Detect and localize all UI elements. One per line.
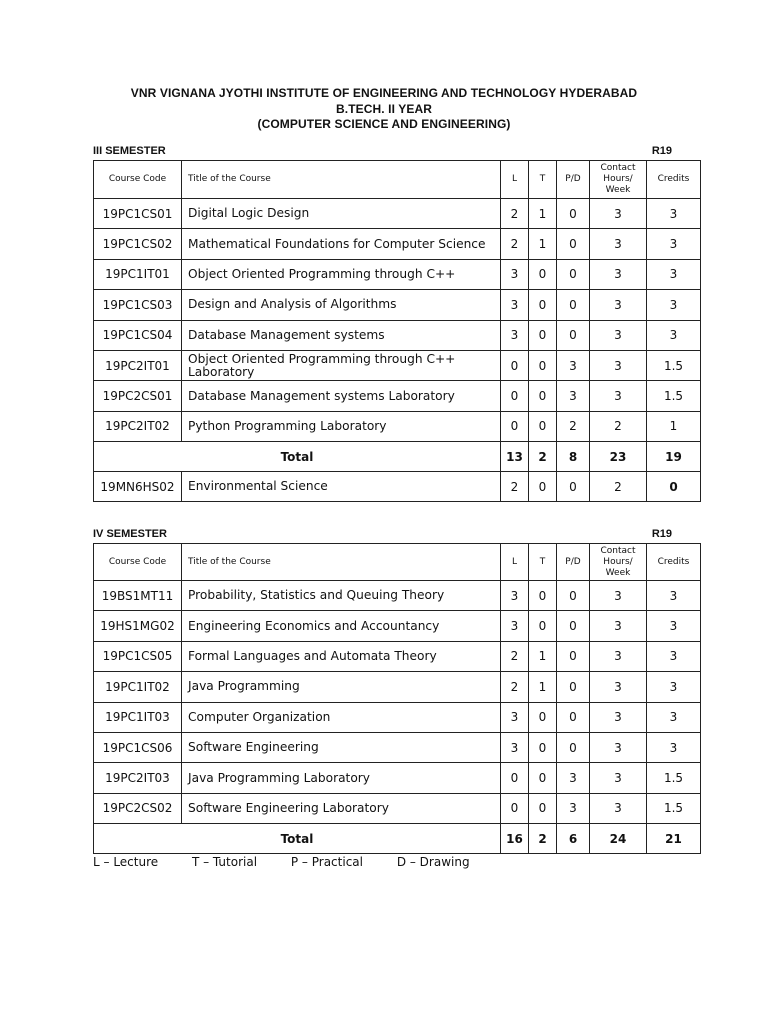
lecture-hours: 2: [501, 641, 529, 671]
course-title: Digital Logic Design: [182, 199, 501, 229]
sem4-title: IV SEMESTER: [93, 528, 167, 540]
lecture-hours: 3: [501, 732, 529, 762]
table-row: [94, 381, 701, 411]
total-label: Total: [94, 442, 501, 472]
col-course-code: Course Code: [94, 544, 182, 581]
practical-hours: 0: [557, 472, 590, 502]
course-code: 19PC2IT01: [94, 350, 182, 380]
course-title: Java Programming Laboratory: [182, 763, 501, 793]
contact-hours: 3: [590, 641, 647, 671]
credits: 1.5: [647, 350, 701, 380]
course-title: Database Management systems Laboratory: [182, 381, 501, 411]
practical-hours: 0: [557, 290, 590, 320]
tutorial-hours: 0: [529, 793, 557, 823]
course-code: 19PC1CS06: [94, 732, 182, 762]
total-contact-hours: 23: [590, 442, 647, 472]
table-row: [94, 472, 701, 502]
total-practical: 8: [557, 442, 590, 472]
contact-hours: 3: [590, 259, 647, 289]
col-course-title: Title of the Course: [182, 161, 501, 199]
lecture-hours: 3: [501, 290, 529, 320]
total-credits: 19: [647, 442, 701, 472]
practical-hours: 0: [557, 611, 590, 641]
contact-hours: 3: [590, 581, 647, 611]
course-code: 19PC1CS03: [94, 290, 182, 320]
department-name: (COMPUTER SCIENCE AND ENGINEERING): [257, 117, 511, 131]
tutorial-hours: 0: [529, 320, 557, 350]
table-row: [94, 199, 701, 229]
course-title: Software Engineering Laboratory: [182, 793, 501, 823]
lecture-hours: 3: [501, 259, 529, 289]
lecture-hours: 3: [501, 702, 529, 732]
tutorial-hours: 0: [529, 259, 557, 289]
course-code: 19PC1CS04: [94, 320, 182, 350]
tutorial-hours: 0: [529, 350, 557, 380]
table-row: [94, 702, 701, 732]
sem4-regulation: R19: [651, 528, 672, 540]
course-code: 19PC2IT03: [94, 763, 182, 793]
table-row: [94, 732, 701, 762]
credits: 1: [647, 411, 701, 441]
practical-hours: 0: [557, 229, 590, 259]
table-row: [94, 259, 701, 289]
course-title: Object Oriented Programming through C++ Laboratory: [182, 350, 501, 380]
credits: 3: [647, 732, 701, 762]
lecture-hours: 2: [501, 199, 529, 229]
total-row: [94, 824, 701, 854]
tutorial-hours: 0: [529, 702, 557, 732]
col-tutorial: T: [529, 161, 557, 199]
table-row: [94, 611, 701, 641]
table-row: [94, 350, 701, 380]
institute-name: VNR VIGNANA JYOTHI INSTITUTE OF ENGINEERING AND TECHNOLOGY HYDERABAD: [130, 86, 638, 100]
credits: 3: [647, 199, 701, 229]
credits: 3: [647, 581, 701, 611]
sem4-heading: [93, 528, 700, 542]
contact-hours: 3: [590, 702, 647, 732]
credits: 3: [647, 641, 701, 671]
lecture-hours: 2: [501, 672, 529, 702]
tutorial-hours: 0: [529, 581, 557, 611]
abbreviation-legend: [93, 855, 500, 869]
course-code: 19PC2CS02: [94, 793, 182, 823]
course-title: Computer Organization: [182, 702, 501, 732]
col-credits: Credits: [647, 544, 701, 581]
credits: 1.5: [647, 381, 701, 411]
lecture-hours: 0: [501, 793, 529, 823]
course-code: 19PC1IT02: [94, 672, 182, 702]
table-row: [94, 320, 701, 350]
contact-hours: 3: [590, 763, 647, 793]
credits: 3: [647, 611, 701, 641]
table-header-row: [94, 544, 701, 581]
table-row: [94, 581, 701, 611]
contact-hours: 3: [590, 320, 647, 350]
course-title: Java Programming: [182, 672, 501, 702]
table-row: [94, 641, 701, 671]
course-code: 19PC1CS02: [94, 229, 182, 259]
total-lecture: 13: [501, 442, 529, 472]
tutorial-hours: 1: [529, 229, 557, 259]
practical-hours: 0: [557, 672, 590, 702]
credits: 3: [647, 229, 701, 259]
col-practical: P/D: [557, 544, 590, 581]
course-code: 19PC1CS01: [94, 199, 182, 229]
table-row: [94, 290, 701, 320]
lecture-hours: 3: [501, 611, 529, 641]
sem3-heading: [93, 145, 700, 159]
col-contact-hours: Contact Hours/ Week: [590, 544, 647, 581]
contact-hours: 3: [590, 611, 647, 641]
practical-hours: 3: [557, 763, 590, 793]
table-row: [94, 672, 701, 702]
course-title: Probability, Statistics and Queuing Theory: [182, 581, 501, 611]
practical-hours: 0: [557, 199, 590, 229]
course-title: Object Oriented Programming through C++: [182, 259, 501, 289]
col-credits: Credits: [647, 161, 701, 199]
practical-hours: 3: [557, 350, 590, 380]
col-course-title: Title of the Course: [182, 544, 501, 581]
credits: 3: [647, 672, 701, 702]
practical-hours: 3: [557, 381, 590, 411]
tutorial-hours: 1: [529, 199, 557, 229]
credits: 1.5: [647, 793, 701, 823]
practical-hours: 0: [557, 259, 590, 289]
tutorial-hours: 0: [529, 290, 557, 320]
total-credits: 21: [647, 824, 701, 854]
contact-hours: 3: [590, 229, 647, 259]
total-practical: 6: [557, 824, 590, 854]
table-row: [94, 229, 701, 259]
lecture-hours: 0: [501, 381, 529, 411]
lecture-hours: 0: [501, 350, 529, 380]
course-code: 19PC1IT01: [94, 259, 182, 289]
credits: 3: [647, 290, 701, 320]
contact-hours: 3: [590, 793, 647, 823]
tutorial-hours: 0: [529, 763, 557, 793]
contact-hours: 3: [590, 290, 647, 320]
practical-hours: 0: [557, 581, 590, 611]
tutorial-hours: 1: [529, 672, 557, 702]
course-title: Mathematical Foundations for Computer Science: [182, 229, 501, 259]
tutorial-hours: 0: [529, 381, 557, 411]
course-code: 19PC1CS05: [94, 641, 182, 671]
contact-hours: 3: [590, 732, 647, 762]
lecture-hours: 0: [501, 763, 529, 793]
credits: 0: [647, 472, 701, 502]
program-year: B.TECH. II YEAR: [336, 101, 432, 116]
course-title: Engineering Economics and Accountancy: [182, 611, 501, 641]
contact-hours: 3: [590, 199, 647, 229]
course-title: Software Engineering: [182, 732, 501, 762]
course-title: Design and Analysis of Algorithms: [182, 290, 501, 320]
table-row: [94, 793, 701, 823]
tutorial-hours: 0: [529, 732, 557, 762]
practical-hours: 0: [557, 641, 590, 671]
contact-hours: 3: [590, 672, 647, 702]
course-code: 19PC2CS01: [94, 381, 182, 411]
tutorial-hours: 0: [529, 472, 557, 502]
lecture-hours: 2: [501, 229, 529, 259]
credits: 1.5: [647, 763, 701, 793]
course-title: Formal Languages and Automata Theory: [182, 641, 501, 671]
document-header: [0, 86, 768, 133]
total-tutorial: 2: [529, 824, 557, 854]
table-header-row: [94, 161, 701, 199]
col-contact-hours: Contact Hours/ Week: [590, 161, 647, 199]
sem3-title: III SEMESTER: [93, 145, 166, 157]
lecture-hours: 2: [501, 472, 529, 502]
sem4-course-table: [93, 543, 701, 854]
course-code: 19PC1IT03: [94, 702, 182, 732]
legend-lecture: L – Lecture: [93, 855, 159, 869]
total-contact-hours: 24: [590, 824, 647, 854]
credits: 3: [647, 702, 701, 732]
contact-hours: 3: [590, 381, 647, 411]
contact-hours: 2: [590, 411, 647, 441]
legend-drawing: D – Drawing: [396, 855, 470, 869]
legend-practical: P – Practical: [290, 855, 363, 869]
tutorial-hours: 0: [529, 411, 557, 441]
credits: 3: [647, 259, 701, 289]
sem3-course-table: [93, 160, 701, 502]
legend-tutorial: T – Tutorial: [191, 855, 258, 869]
total-label: Total: [94, 824, 501, 854]
practical-hours: 3: [557, 793, 590, 823]
table-row: [94, 411, 701, 441]
credits: 3: [647, 320, 701, 350]
total-tutorial: 2: [529, 442, 557, 472]
col-lecture: L: [501, 161, 529, 199]
course-title: Database Management systems: [182, 320, 501, 350]
table-row: [94, 763, 701, 793]
sem3-regulation: R19: [651, 145, 672, 157]
practical-hours: 0: [557, 702, 590, 732]
lecture-hours: 3: [501, 320, 529, 350]
col-course-code: Course Code: [94, 161, 182, 199]
lecture-hours: 0: [501, 411, 529, 441]
practical-hours: 2: [557, 411, 590, 441]
col-tutorial: T: [529, 544, 557, 581]
course-title: Environmental Science: [182, 472, 501, 502]
course-code: 19MN6HS02: [94, 472, 182, 502]
tutorial-hours: 1: [529, 641, 557, 671]
course-title: Python Programming Laboratory: [182, 411, 501, 441]
col-lecture: L: [501, 544, 529, 581]
course-code: 19BS1MT11: [94, 581, 182, 611]
practical-hours: 0: [557, 732, 590, 762]
contact-hours: 2: [590, 472, 647, 502]
practical-hours: 0: [557, 320, 590, 350]
course-code: 19PC2IT02: [94, 411, 182, 441]
contact-hours: 3: [590, 350, 647, 380]
col-practical: P/D: [557, 161, 590, 199]
total-row: [94, 442, 701, 472]
total-lecture: 16: [501, 824, 529, 854]
lecture-hours: 3: [501, 581, 529, 611]
course-code: 19HS1MG02: [94, 611, 182, 641]
tutorial-hours: 0: [529, 611, 557, 641]
